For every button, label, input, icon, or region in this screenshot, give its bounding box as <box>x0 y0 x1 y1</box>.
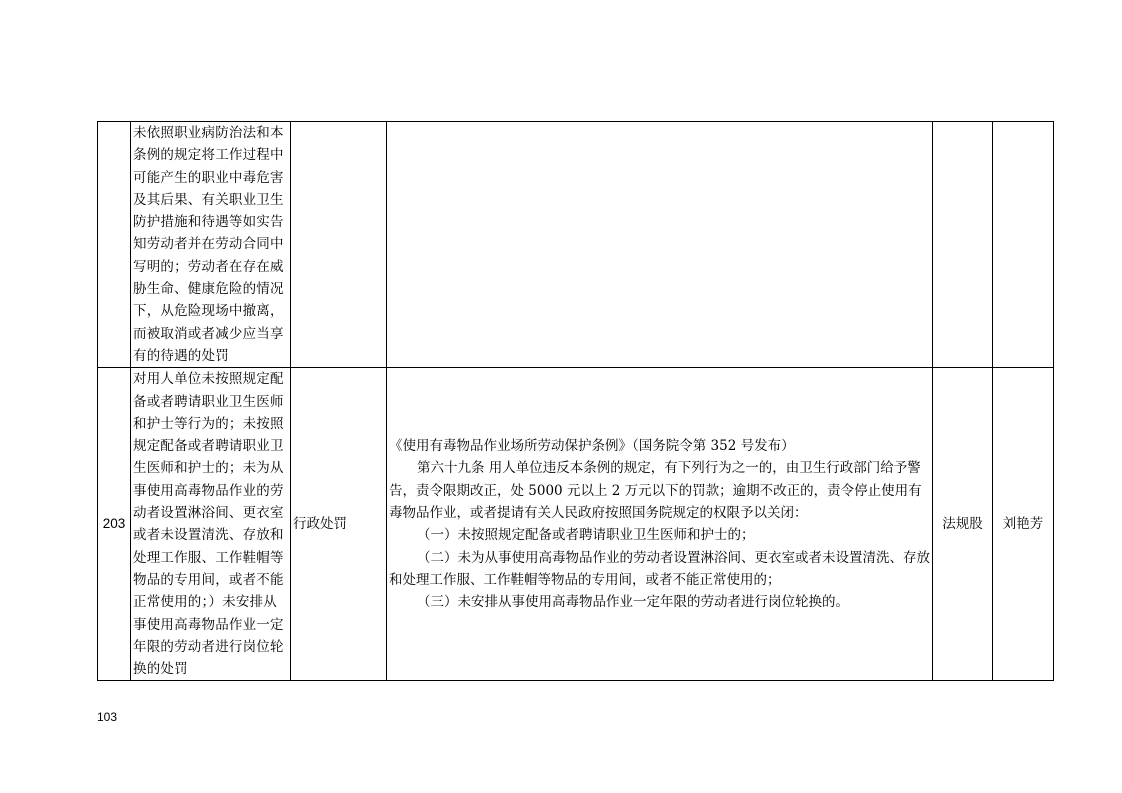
table-row <box>98 122 1054 368</box>
legal-basis <box>387 122 933 368</box>
document-table <box>97 121 1054 681</box>
item-type: 行政处罚 <box>291 368 387 681</box>
article-clause: （三）未安排从事使用高毒物品作业一定年限的劳动者进行岗位轮换的。 <box>417 594 849 611</box>
regulation-title: 《使用有毒物品作业场所劳动保护条例》（国务院令第 352 号发布） <box>389 438 795 455</box>
item-name: 对用人单位未按照规定配备或者聘请职业卫生医师和护士等行为的；未按照规定配备或者聘请职业卫生医师和护士的；未为从事使用高毒物品作业的劳动者设置淋浴间、更衣室或者未设置清洗、存放和处理工作服、工作鞋帽等物品的专用间，或者不能正常使用的；）未安排从事使用高毒物品作业一定年限的劳动者进行岗位轮换的处罚 <box>131 368 291 681</box>
table-row <box>98 368 1054 681</box>
row-number: 203 <box>98 368 131 681</box>
department: 法规股 <box>933 368 993 681</box>
item-type <box>291 122 387 368</box>
row-number <box>98 122 131 368</box>
article-clause: （二）未为从事使用高毒物品作业的劳动者设置淋浴间、更衣室或者未设置清洗、存放和处理工作服、工作鞋帽等物品的专用间，或者不能正常使用的； <box>389 549 930 588</box>
article-text: 第六十九条 用人单位违反本条例的规定，有下列行为之一的，由卫生行政部门给予警告，责令限期改正，处 5000 元以上 2 万元以下的罚款；逾期不改正的，责令停止使用有毒物品作业，或者提请有关人民政府按照国务院规定的权限予以关闭： <box>389 460 922 522</box>
page-number: 103 <box>97 710 118 724</box>
responsible-person: 刘艳芳 <box>993 368 1054 681</box>
department <box>933 122 993 368</box>
responsible-person <box>993 122 1054 368</box>
legal-basis <box>387 368 933 681</box>
item-name: 未依照职业病防治法和本条例的规定将工作过程中可能产生的职业中毒危害及其后果、有关职业卫生防护措施和待遇等如实告知劳动者并在劳动合同中写明的；劳动者在存在威胁生命、健康危险的情况下，从危险现场中撤离，而被取消或者减少应当享有的待遇的处罚 <box>131 122 291 368</box>
article-clause: （一）未按照规定配备或者聘请职业卫生医师和护士的； <box>417 527 755 544</box>
